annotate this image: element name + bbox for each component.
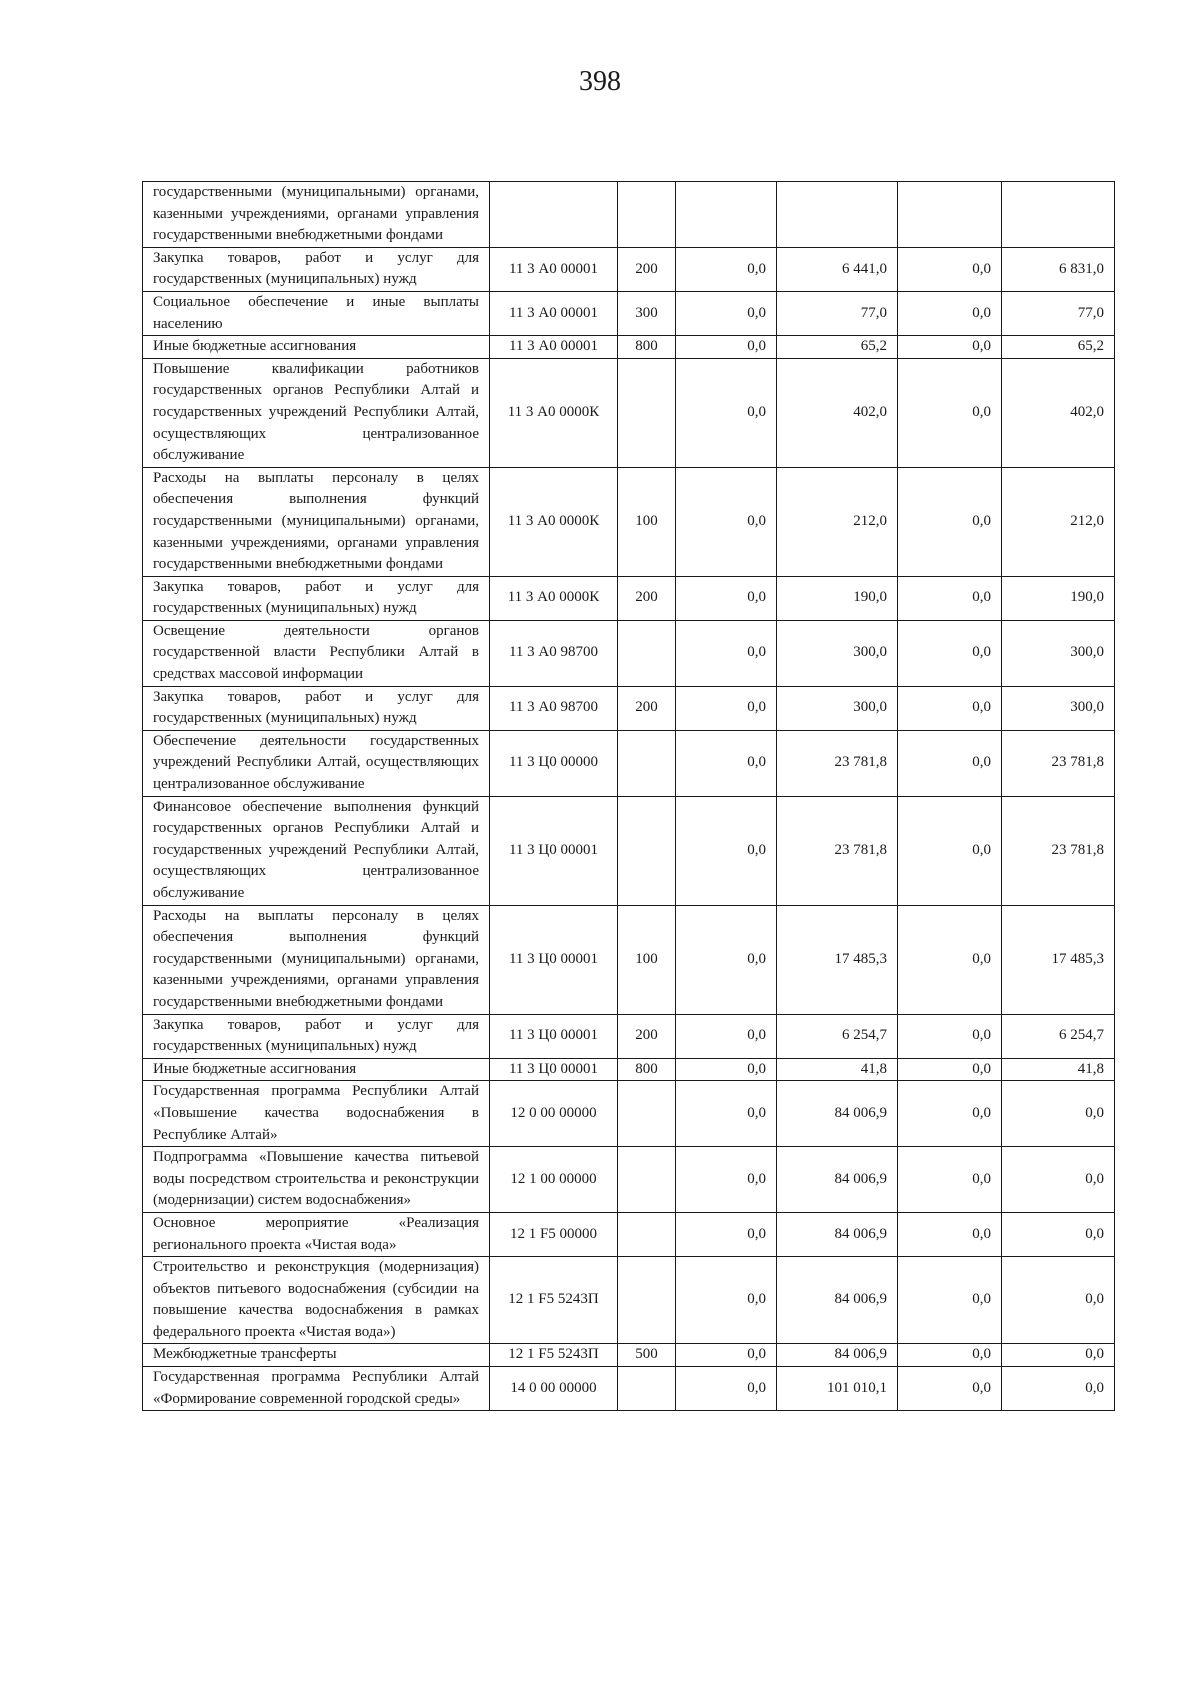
amount-col-2: 23 781,8 [777,796,898,905]
amount-col-3: 0,0 [898,1212,1002,1256]
amount-col-1: 0,0 [676,1344,777,1367]
expense-type-code [618,1367,676,1411]
table-row [143,686,1115,730]
amount-col-2: 190,0 [777,576,898,620]
amount-col-3: 0,0 [898,796,1002,905]
amount-col-3: 0,0 [898,1257,1002,1344]
amount-col-2 [777,182,898,248]
expense-type-code: 200 [618,247,676,291]
amount-col-4: 65,2 [1002,336,1115,359]
expense-type-code [618,1212,676,1256]
table-row [143,182,1115,248]
amount-col-2: 23 781,8 [777,730,898,796]
amount-col-1: 0,0 [676,1367,777,1411]
budget-table [142,181,1115,1411]
amount-col-2: 84 006,9 [777,1081,898,1147]
amount-col-2: 300,0 [777,620,898,686]
amount-col-3: 0,0 [898,730,1002,796]
amount-col-1: 0,0 [676,576,777,620]
page-number: 398 [579,66,621,97]
expense-type-code [618,1257,676,1344]
target-article-code: 11 3 А0 0000К [490,467,618,576]
table-row [143,358,1115,467]
amount-col-2: 65,2 [777,336,898,359]
table-row [143,730,1115,796]
row-name: Межбюджетные трансферты [143,1344,490,1367]
table-row [143,796,1115,905]
expense-type-code [618,182,676,248]
amount-col-2: 84 006,9 [777,1147,898,1213]
amount-col-3: 0,0 [898,1147,1002,1213]
expense-type-code: 300 [618,291,676,335]
expense-type-code: 100 [618,905,676,1014]
expense-type-code [618,1081,676,1147]
target-article-code: 11 3 А0 00001 [490,336,618,359]
amount-col-1: 0,0 [676,905,777,1014]
amount-col-1: 0,0 [676,1058,777,1081]
row-name: Государственная программа Республики Алтай «Повышение качества водоснабжения в Республике Алтай» [143,1081,490,1147]
amount-col-4: 300,0 [1002,686,1115,730]
table-row [143,1212,1115,1256]
amount-col-4: 23 781,8 [1002,730,1115,796]
amount-col-2: 300,0 [777,686,898,730]
amount-col-4: 6 831,0 [1002,247,1115,291]
row-name: Иные бюджетные ассигнования [143,1058,490,1081]
amount-col-1: 0,0 [676,336,777,359]
target-article-code: 12 0 00 00000 [490,1081,618,1147]
row-name: Подпрограмма «Повышение качества питьевой воды посредством строительства и реконструкции (модернизации) систем водоснабжения» [143,1147,490,1213]
amount-col-4: 6 254,7 [1002,1014,1115,1058]
row-name: Финансовое обеспечение выполнения функций государственных органов Республики Алтай и государственных учреждений Республики Алтай, осуществляющих централизованное обслуживание [143,796,490,905]
amount-col-3: 0,0 [898,358,1002,467]
amount-col-2: 77,0 [777,291,898,335]
table-row [143,336,1115,359]
target-article-code: 11 3 А0 0000К [490,576,618,620]
expense-type-code [618,358,676,467]
row-name: Закупка товаров, работ и услуг для государственных (муниципальных) нужд [143,576,490,620]
table-row [143,1147,1115,1213]
amount-col-4: 190,0 [1002,576,1115,620]
target-article-code: 11 3 Ц0 00000 [490,730,618,796]
expense-type-code: 200 [618,1014,676,1058]
amount-col-4: 300,0 [1002,620,1115,686]
amount-col-3: 0,0 [898,576,1002,620]
amount-col-3: 0,0 [898,905,1002,1014]
amount-col-4: 0,0 [1002,1147,1115,1213]
row-name: Государственная программа Республики Алтай «Формирование современной городской среды» [143,1367,490,1411]
table-row [143,620,1115,686]
row-name: Расходы на выплаты персоналу в целях обеспечения выполнения функций государственными (муниципальными) органами, казенными учреждениями, органами управления государственными внебюджетными фондами [143,905,490,1014]
amount-col-3: 0,0 [898,1344,1002,1367]
table-row [143,576,1115,620]
row-name: государственными (муниципальными) органами, казенными учреждениями, органами управления государственными внебюджетными фондами [143,182,490,248]
row-name: Повышение квалификации работников государственных органов Республики Алтай и государственных учреждений Республики Алтай, осуществляющих централизованное обслуживание [143,358,490,467]
expense-type-code: 200 [618,576,676,620]
table-row [143,1257,1115,1344]
amount-col-4: 17 485,3 [1002,905,1115,1014]
amount-col-4: 77,0 [1002,291,1115,335]
amount-col-4: 41,8 [1002,1058,1115,1081]
amount-col-2: 84 006,9 [777,1212,898,1256]
row-name: Закупка товаров, работ и услуг для государственных (муниципальных) нужд [143,247,490,291]
target-article-code: 12 1 F5 5243П [490,1257,618,1344]
amount-col-1: 0,0 [676,1257,777,1344]
expense-type-code: 100 [618,467,676,576]
amount-col-1: 0,0 [676,467,777,576]
amount-col-4: 0,0 [1002,1212,1115,1256]
target-article-code: 12 1 F5 00000 [490,1212,618,1256]
target-article-code: 11 3 Ц0 00001 [490,905,618,1014]
amount-col-4: 402,0 [1002,358,1115,467]
amount-col-4: 0,0 [1002,1367,1115,1411]
row-name: Закупка товаров, работ и услуг для государственных (муниципальных) нужд [143,686,490,730]
amount-col-1: 0,0 [676,686,777,730]
amount-col-4: 0,0 [1002,1257,1115,1344]
table-row [143,467,1115,576]
row-name: Обеспечение деятельности государственных учреждений Республики Алтай, осуществляющих централизованное обслуживание [143,730,490,796]
target-article-code: 11 3 А0 98700 [490,686,618,730]
amount-col-2: 17 485,3 [777,905,898,1014]
amount-col-2: 6 254,7 [777,1014,898,1058]
expense-type-code: 200 [618,686,676,730]
expense-type-code [618,620,676,686]
target-article-code: 14 0 00 00000 [490,1367,618,1411]
amount-col-4: 212,0 [1002,467,1115,576]
target-article-code [490,182,618,248]
amount-col-3: 0,0 [898,1081,1002,1147]
amount-col-3: 0,0 [898,1367,1002,1411]
target-article-code: 11 3 А0 0000К [490,358,618,467]
amount-col-4: 0,0 [1002,1081,1115,1147]
amount-col-2: 41,8 [777,1058,898,1081]
amount-col-2: 6 441,0 [777,247,898,291]
table-row [143,905,1115,1014]
amount-col-2: 402,0 [777,358,898,467]
amount-col-1: 0,0 [676,1212,777,1256]
target-article-code: 11 3 А0 00001 [490,247,618,291]
amount-col-1 [676,182,777,248]
expense-type-code [618,1147,676,1213]
amount-col-2: 84 006,9 [777,1344,898,1367]
expense-type-code [618,730,676,796]
amount-col-1: 0,0 [676,1014,777,1058]
amount-col-3: 0,0 [898,291,1002,335]
amount-col-1: 0,0 [676,620,777,686]
amount-col-2: 101 010,1 [777,1367,898,1411]
row-name: Закупка товаров, работ и услуг для государственных (муниципальных) нужд [143,1014,490,1058]
amount-col-1: 0,0 [676,796,777,905]
target-article-code: 11 3 Ц0 00001 [490,1014,618,1058]
table-row [143,1081,1115,1147]
table-row [143,1058,1115,1081]
amount-col-4: 0,0 [1002,1344,1115,1367]
amount-col-1: 0,0 [676,1081,777,1147]
amount-col-4 [1002,182,1115,248]
expense-type-code: 500 [618,1344,676,1367]
amount-col-2: 84 006,9 [777,1257,898,1344]
amount-col-1: 0,0 [676,1147,777,1213]
table-row [143,1367,1115,1411]
amount-col-1: 0,0 [676,358,777,467]
expense-type-code: 800 [618,336,676,359]
amount-col-3: 0,0 [898,336,1002,359]
table-row [143,247,1115,291]
amount-col-3: 0,0 [898,686,1002,730]
target-article-code: 11 3 А0 00001 [490,291,618,335]
row-name: Социальное обеспечение и иные выплаты населению [143,291,490,335]
table-row [143,291,1115,335]
target-article-code: 12 1 00 00000 [490,1147,618,1213]
row-name: Строительство и реконструкция (модернизация) объектов питьевого водоснабжения (субсидии на повышение качества водоснабжения в рамках федерального проекта «Чистая вода») [143,1257,490,1344]
amount-col-1: 0,0 [676,730,777,796]
target-article-code: 12 1 F5 5243П [490,1344,618,1367]
row-name: Основное мероприятие «Реализация регионального проекта «Чистая вода» [143,1212,490,1256]
amount-col-1: 0,0 [676,247,777,291]
amount-col-3: 0,0 [898,1058,1002,1081]
amount-col-3 [898,182,1002,248]
amount-col-3: 0,0 [898,1014,1002,1058]
amount-col-3: 0,0 [898,620,1002,686]
amount-col-3: 0,0 [898,247,1002,291]
budget-table-body [143,182,1115,1411]
table-row [143,1014,1115,1058]
amount-col-3: 0,0 [898,467,1002,576]
row-name: Расходы на выплаты персоналу в целях обеспечения выполнения функций государственными (муниципальными) органами, казенными учреждениями, органами управления государственными внебюджетными фондами [143,467,490,576]
target-article-code: 11 3 А0 98700 [490,620,618,686]
amount-col-4: 23 781,8 [1002,796,1115,905]
table-row [143,1344,1115,1367]
target-article-code: 11 3 Ц0 00001 [490,1058,618,1081]
expense-type-code: 800 [618,1058,676,1081]
row-name: Освещение деятельности органов государственной власти Республики Алтай в средствах массовой информации [143,620,490,686]
amount-col-2: 212,0 [777,467,898,576]
target-article-code: 11 3 Ц0 00001 [490,796,618,905]
row-name: Иные бюджетные ассигнования [143,336,490,359]
expense-type-code [618,796,676,905]
amount-col-1: 0,0 [676,291,777,335]
